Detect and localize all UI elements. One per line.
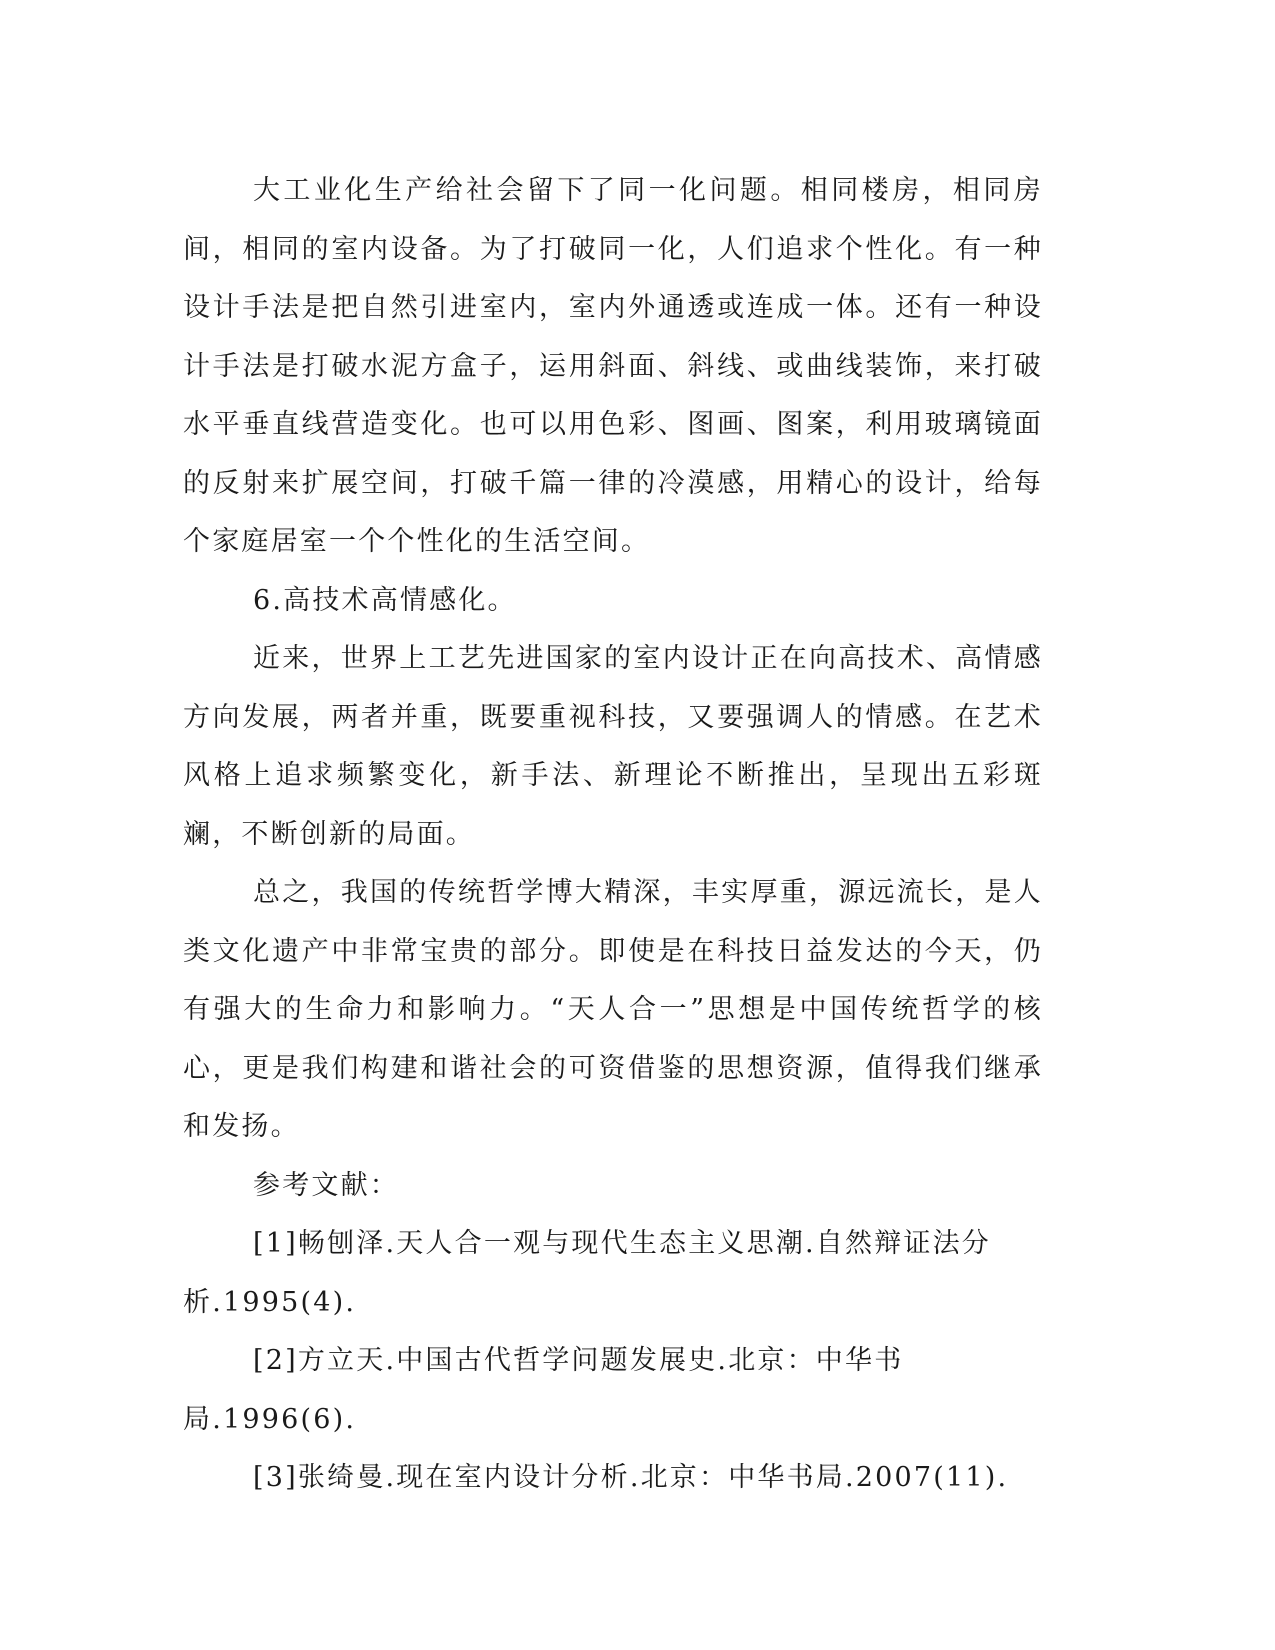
document-body: [183, 162, 1043, 1508]
references-heading: 参考文献：: [253, 1169, 399, 1201]
reference-item-1: [1]畅刨泽.天人合一观与现代生态主义思潮.自然辩证法分析.1995(4).: [183, 1228, 992, 1318]
paragraph-high-tech: 近来，世界上工艺先进国家的室内设计正在向高技术、高情感方向发展，两者并重，既要重视科技，又要强调人的情感。在艺术风格上追求频繁变化，新手法、新理论不断推出，呈现出五彩斑斓，不断创新的局面。: [183, 643, 1043, 850]
reference-item-2: [2]方立天.中国古代哲学问题发展史.北京：中华书局.1996(6).: [183, 1345, 904, 1435]
paragraph-individuality: 大工业化生产给社会留下了同一化问题。相同楼房，相同房间，相同的室内设备。为了打破同一化，人们追求个性化。有一种设计手法是把自然引进室内，室内外通透或连成一体。还有一种设计手法是打破水泥方盒子，运用斜面、斜线、或曲线装饰，来打破水平垂直线营造变化。也可以用色彩、图画、图案，利用玻璃镜面的反射来扩展空间，打破千篇一律的冷漠感，用精心的设计，给每个家庭居室一个个性化的生活空间。: [183, 175, 1043, 557]
reference-item-3: [3]张绮曼.现在室内设计分析.北京：中华书局.2007(11).: [253, 1462, 1009, 1493]
section-heading-high-tech: 6.高技术高情感化。: [253, 584, 517, 616]
paragraph-conclusion: 总之，我国的传统哲学博大精深，丰实厚重，源远流长，是人类文化遗产中非常宝贵的部分。即使是在科技日益发达的今天，仍有强大的生命力和影响力。“天人合一”思想是中国传统哲学的核心，更是我们构建和谐社会的可资借鉴的思想资源，值得我们继承和发扬。: [183, 877, 1043, 1142]
